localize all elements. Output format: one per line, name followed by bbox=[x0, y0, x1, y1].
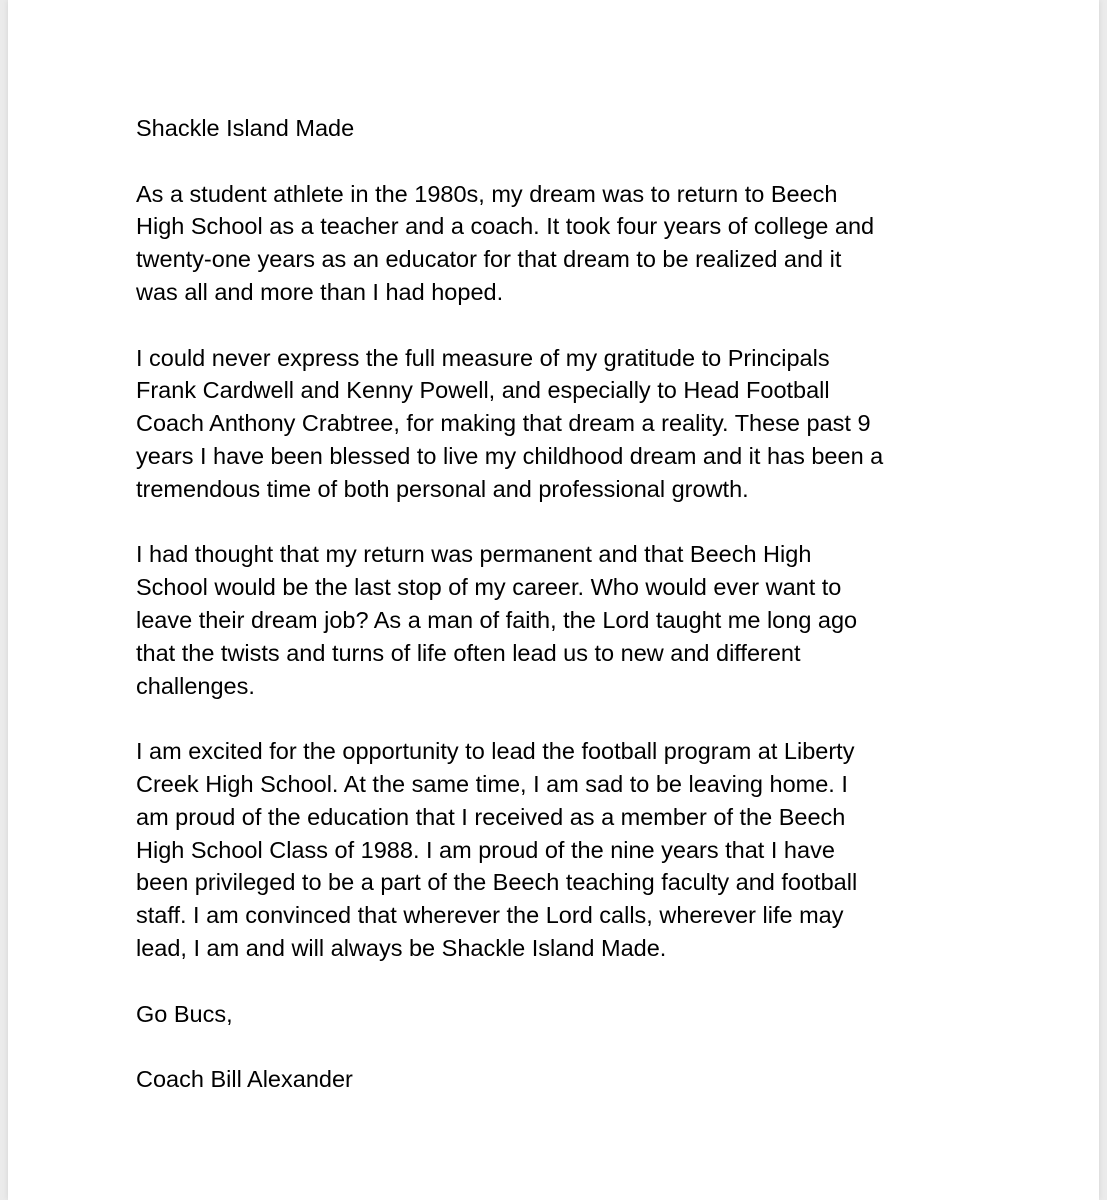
paragraph-3 bbox=[136, 538, 996, 702]
paragraph-line: that the twists and turns of life often lead us to new and different bbox=[136, 639, 801, 666]
paragraph-line: was all and more than I had hoped. bbox=[136, 278, 504, 305]
paragraph-line: challenges. bbox=[136, 672, 255, 699]
paragraph-line: lead, I am and will always be Shackle Island Made. bbox=[136, 934, 667, 961]
signature bbox=[136, 1063, 996, 1096]
letter-title bbox=[136, 112, 996, 145]
closing bbox=[136, 998, 996, 1031]
paragraph-line: I am excited for the opportunity to lead the football program at Liberty bbox=[136, 738, 855, 765]
paragraph-line: tremendous time of both personal and professional growth. bbox=[136, 475, 749, 502]
paragraph-4 bbox=[136, 735, 996, 965]
paragraph-1 bbox=[136, 178, 996, 309]
title-line: Shackle Island Made bbox=[136, 115, 355, 141]
paragraph-line: As a student athlete in the 1980s, my dream was to return to Beech bbox=[136, 180, 838, 207]
paragraph-line: staff. I am convinced that wherever the Lord calls, wherever life may bbox=[136, 902, 844, 929]
paragraph-line: Frank Cardwell and Kenny Powell, and especially to Head Football bbox=[136, 377, 830, 404]
paragraph-line: School would be the last stop of my career. Who would ever want to bbox=[136, 574, 842, 601]
paragraph-2 bbox=[136, 342, 996, 506]
paragraph-line: I had thought that my return was permanent and that Beech High bbox=[136, 541, 812, 568]
paragraph-line: I could never express the full measure of my gratitude to Principals bbox=[136, 344, 830, 371]
closing-line: Go Bucs, bbox=[136, 1000, 233, 1027]
paragraph-line: Creek High School. At the same time, I am sad to be leaving home. I bbox=[136, 770, 848, 797]
paragraph-line: Coach Anthony Crabtree, for making that dream a reality. These past 9 bbox=[136, 410, 871, 437]
paragraph-line: been privileged to be a part of the Beech teaching faculty and football bbox=[136, 869, 858, 896]
paragraph-line: High School Class of 1988. I am proud of the nine years that I have bbox=[136, 836, 835, 863]
paragraph-line: leave their dream job? As a man of faith, the Lord taught me long ago bbox=[136, 606, 858, 633]
paragraph-line: am proud of the education that I received as a member of the Beech bbox=[136, 803, 846, 830]
paragraph-line: years I have been blessed to live my childhood dream and it has been a bbox=[136, 442, 884, 469]
paragraph-line: High School as a teacher and a coach. It took four years of college and bbox=[136, 213, 875, 240]
signature-line: Coach Bill Alexander bbox=[136, 1066, 353, 1093]
document-page bbox=[8, 0, 1099, 1200]
letter-body bbox=[136, 112, 996, 1129]
paragraph-line: twenty-one years as an educator for that dream to be realized and it bbox=[136, 246, 842, 273]
